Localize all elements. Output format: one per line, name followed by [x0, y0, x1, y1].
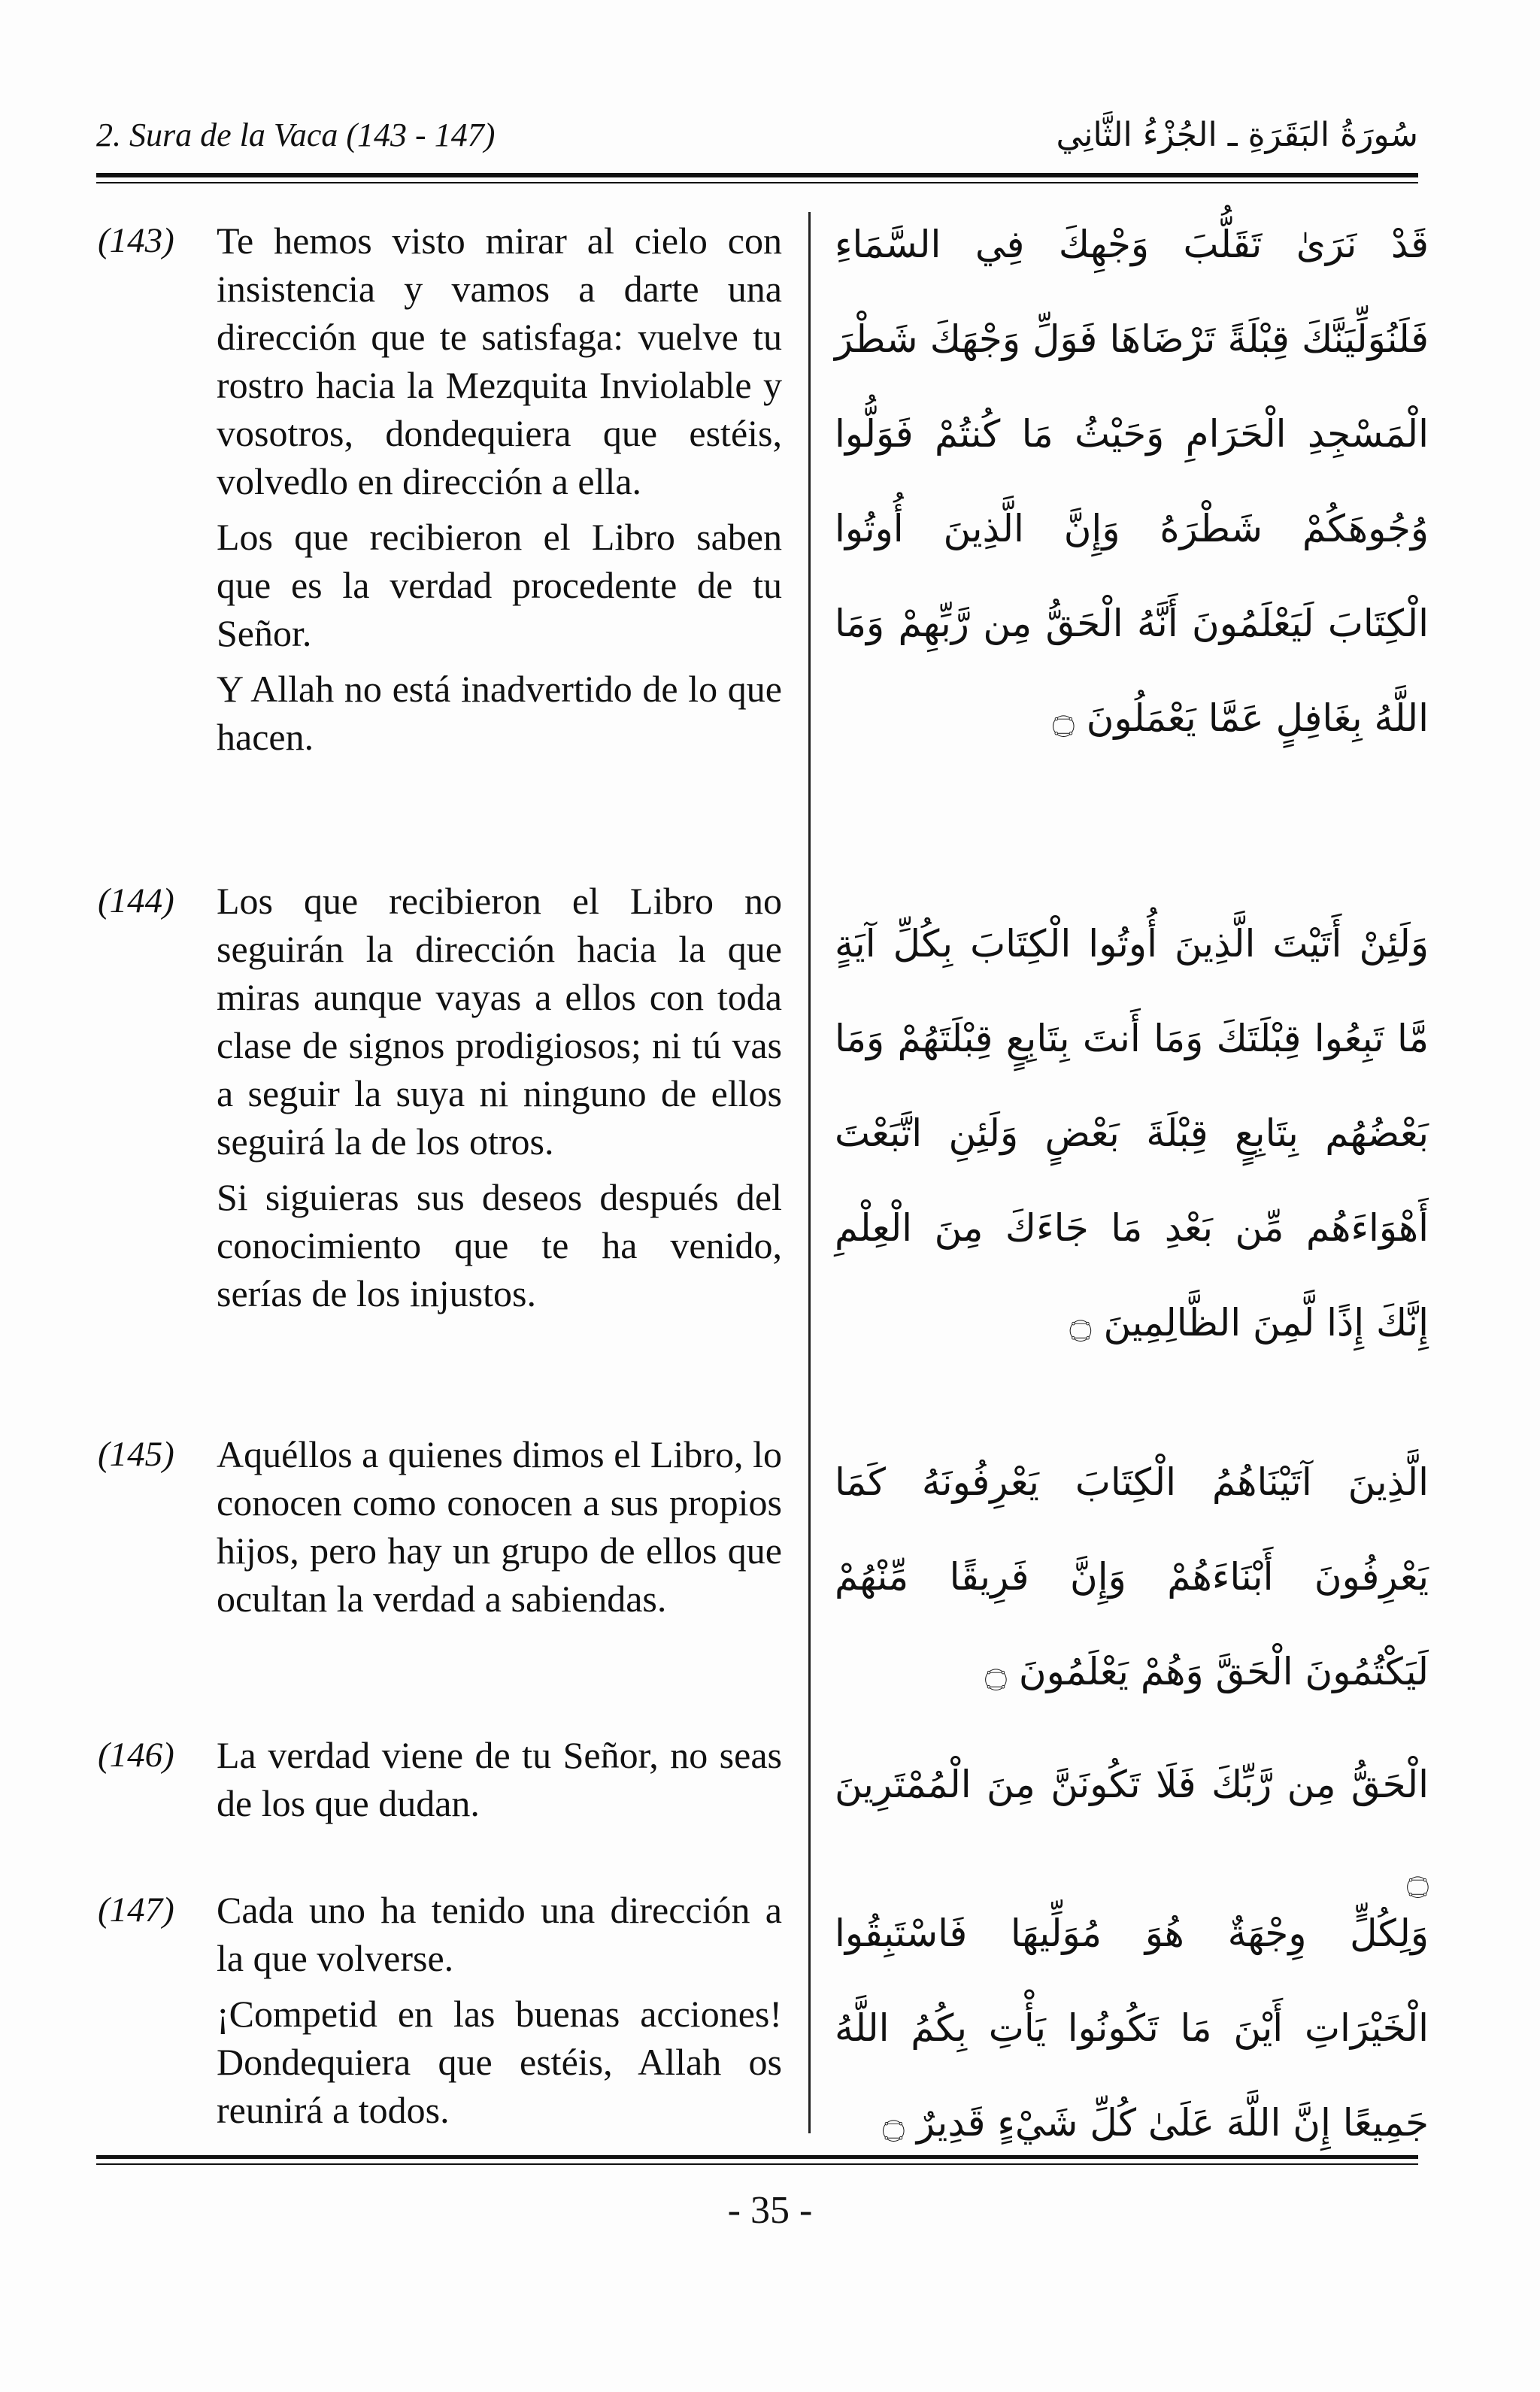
verse-number: (143)	[98, 221, 174, 260]
page-number: - 35 -	[727, 2189, 813, 2232]
footer-rule	[96, 2155, 1418, 2159]
verse-number: (144)	[98, 881, 174, 920]
verse-paragraph: Los que recibieron el Libro no seguirán la dirección hacia la que miras aunque vayas a ellos con toda clase de signos prodigiosos; ni tú vas a seguir la suya ni ninguno de ellos seguirá la de los otros.	[217, 880, 782, 1163]
verse-paragraph: Si siguieras sus deseos después del conocimiento que te ha venido, serías de los injustos.	[217, 1176, 782, 1314]
verse-number: (145)	[98, 1435, 174, 1474]
verse-paragraph: Te hemos visto mirar al cielo con insistencia y vamos a darte una dirección que te satisfaga: vuelve tu rostro hacia la Mezquita Inviolable y vosotros, dondequiera que estéis, volvedlo en dirección a ella.	[217, 220, 782, 502]
verse-paragraph: Cada uno ha tenido una dirección a la que volverse.	[217, 1889, 782, 1979]
verse-146-arabic: الْحَقُّ مِن رَّبِّكَ فَلَا تَكُونَنَّ مِنَ الْمُمْتَرِينَ ۝	[835, 1763, 1429, 1901]
verse-146-translation	[98, 1731, 782, 1835]
verse-144-arabic: وَلَئِنْ أَتَيْتَ الَّذِينَ أُوتُوا الْكِتَابَ بِكُلِّ آيَةٍ مَّا تَبِعُوا قِبْلَتَكَ وَمَا أَنتَ بِتَابِعٍ قِبْلَتَهُمْ وَمَا بَعْضُهُم بِتَابِعٍ قِبْلَةَ بَعْضٍ وَلَئِنِ اتَّبَعْتَ أَهْوَاءَهُم مِّن بَعْدِ مَا جَاءَكَ مِنَ الْعِلْمِ إِنَّكَ إِذًا لَّمِنَ الظَّالِمِينَ ۝	[835, 922, 1429, 1345]
verse-145-translation	[98, 1430, 782, 1630]
header-rule-thin	[96, 182, 1418, 183]
header-sura-title: 2. Sura de la Vaca (143 - 147)	[96, 117, 496, 153]
verse-145-arabic: الَّذِينَ آتَيْنَاهُمُ الْكِتَابَ يَعْرِفُونَهُ كَمَا يَعْرِفُونَ أَبْنَاءَهُمْ وَإِنَّ فَرِيقًا مِّنْهُمْ لَيَكْتُمُونَ الْحَقَّ وَهُمْ يَعْلَمُونَ ۝	[835, 1460, 1429, 1693]
verse-144-translation	[98, 877, 782, 1325]
verse-paragraph: Y Allah no está inadvertido de lo que hacen.	[217, 668, 782, 758]
verse-number: (147)	[98, 1890, 174, 1930]
verse-143-arabic: قَدْ نَرَىٰ تَقَلُّبَ وَجْهِكَ فِي السَّمَاءِ فَلَنُوَلِّيَنَّكَ قِبْلَةً تَرْضَاهَا فَوَلِّ وَجْهَكَ شَطْرَ الْمَسْجِدِ الْحَرَامِ وَحَيْثُ مَا كُنتُمْ فَوَلُّوا وُجُوهَكُمْ شَطْرَهُ وَإِنَّ الَّذِينَ أُوتُوا الْكِتَابَ لَيَعْلَمُونَ أَنَّهُ الْحَقُّ مِن رَّبِّهِمْ وَمَا اللَّهُ بِغَافِلٍ عَمَّا يَعْمَلُونَ ۝	[835, 223, 1429, 740]
verse-paragraph: ¡Competid en las buenas acciones! Dondequiera que estéis, Allah os reunirá a todos.	[217, 1993, 782, 2131]
footer-rule-thin	[96, 2163, 1418, 2165]
column-divider	[808, 212, 811, 2133]
verse-147-translation	[98, 1886, 782, 2142]
verse-143-translation	[98, 217, 782, 769]
page-header	[96, 113, 1418, 167]
verse-number: (146)	[98, 1736, 174, 1775]
verse-147-arabic: وَلِكُلٍّ وِجْهَةٌ هُوَ مُوَلِّيهَا فَاسْتَبِقُوا الْخَيْرَاتِ أَيْنَ مَا تَكُونُوا يَأْتِ بِكُمُ اللَّهُ جَمِيعًا إِنَّ اللَّهَ عَلَىٰ كُلِّ شَيْءٍ قَدِيرٌ ۝	[835, 1911, 1429, 2145]
header-rule	[96, 173, 1418, 177]
verse-paragraph: Los que recibieron el Libro saben que es la verdad procedente de tu Señor.	[217, 516, 782, 654]
header-arabic-title: سُورَةُ البَقَرَةِ ـ الجُزْءُ الثَّانِي	[1056, 116, 1418, 154]
verse-paragraph: Aquéllos a quienes dimos el Libro, lo conocen como conocen a sus propios hijos, pero hay un grupo de ellos que ocultan la verdad a sabiendas.	[217, 1433, 782, 1620]
verse-paragraph: La verdad viene de tu Señor, no seas de los que dudan.	[217, 1734, 782, 1824]
